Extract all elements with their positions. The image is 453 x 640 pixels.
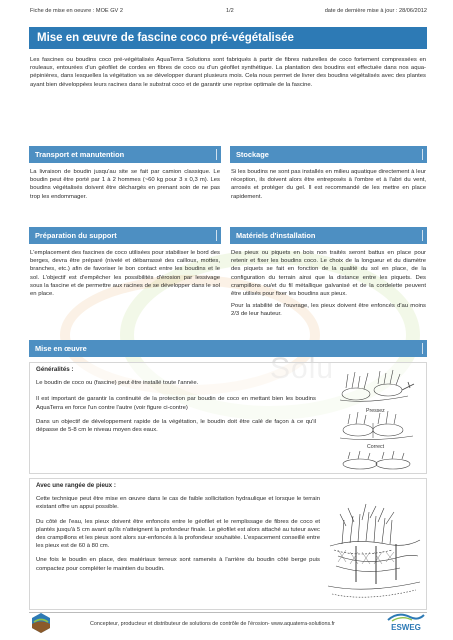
pieux-title: Avec une rangée de pieux : [36,482,116,489]
section-heading-label: Mise en œuvre [35,344,87,353]
pieux-paragraph-3: Une fois le boudin en place, des matériaux terreux sont ramenés à l'arrière du boudin côté berge puis compactez pour compléter le maintien du boudin. [36,557,320,572]
heading-tick [422,343,423,354]
section-heading-materiels [230,227,427,244]
transport-text: La livraison de boudin jusqu'au site se fait par camion classique. Le boudin peut être porté par 1 à 2 hommes (~60 kg pour 3 x 0,3 m). Les boudins végétalisés doivent être déchargés en prenant soin de ne pas trop les endommager. [30,169,220,200]
mise-text [36,366,316,438]
aquaterra-logo [30,611,52,635]
figure-sketch-bottom [343,451,410,469]
footer-text: Concepteur, producteur et distributeur de solutions de contrôle de l'érosion- www.aquaterra-solutions.fr [90,621,335,627]
heading-tick [422,149,423,160]
intro-paragraph: Les fascines ou boudins coco pré-végétalisés AquaTerra Solutions sont fabriqués à partir de fibres naturelles de coco fortement compressées en rouleaux, entourées d'un géofilet de cordes en fibres de coco ou d'un géofilet synthétique. La plantation des boudins est effectuée dans nos aqua-pépinières, dans lesquelles la végétation va se développer durant plusieurs mois. Cela nous permet de livrer des boudins végétalisés avec des plantes ayant bien développées leurs racines dans le substrat coco et de garantir une reprise optimale de la fascine. [30,57,426,88]
materiels-text [231,249,426,323]
mise-paragraph-3: Dans un objectif de développement rapide de la végétation, le boudin doit être calé de façon à ce qu'il dépasse de 5-8 cm le niveau moyen des eaux. [36,418,316,434]
header-page-number: 1/2 [226,8,234,14]
pieux-paragraph-1: Cette technique peut être mise en œuvre dans le cas de faible sollicitation hydraulique et lorsque le terrain existant offre un appui possible. [36,496,320,511]
header-date: date de dernière mise à jour : 28/06/2012 [324,8,427,14]
mise-paragraph-2: Il est important de garantir la continuité de la protection par boudin de coco en mettant bien les boudins AquaTerra en force l'un contre l'autre (voir figure ci-contre) [36,396,316,411]
pieux-paragraph-2: Du côté de l'eau, les pieux doivent être enfoncés entre le géofilet et le remplissage de fibres de coco et plantés jusqu'à 5 cm avant qu'ils n'atteignent la profondeur finale. Le géofilet est alors attaché au tuteur avec des crampillons et les pieux sont alors sur-enfoncés à la profondeur souhaitée. L'espacement conseillé entre les pieux est de 60 à 80 cm. [36,518,320,550]
section-heading-preparation [29,227,221,244]
generalites-text: Le boudin de coco ou (fascine) peut être installé toute l'année. [36,380,199,387]
pieux-text [36,482,320,577]
preparation-text: L'emplacement des fascines de coco utilisées pour stabiliser le bord des berges, devra être préparé (nivelé et débarrassé des cailloux, mottes, branches, etc.) afin de favoriser le bon contact entre les boudins et le sol. L'objectif est d'empêcher les possibilités d'érosion par lessivage sous la fascine et de permettre aux racines de se développer dans le sol en place. [30,250,220,298]
section-heading-label: Préparation du support [35,231,117,240]
section-heading-transport [29,146,221,163]
section-heading-label: Matériels d'installation [236,231,316,240]
heading-tick [422,230,423,241]
page-title: Mise en œuvre de fascine coco pré-végétalisée [29,27,427,49]
heading-tick [216,149,217,160]
materiels-paragraph-2: Pour la stabilité de l'ouvrage, les pieux doivent être enfoncés d'au moins 2/3 de leur hauteur. [231,303,426,318]
generalites-title: Généralités : [36,366,74,373]
heading-tick [216,230,217,241]
esweg-logo-text: ESWEG [391,623,421,632]
header-left: Fiche de mise en oeuvre : MOE GV 2 [30,8,123,14]
pieux-illustration [326,486,422,606]
materiels-paragraph-1: Des pieux ou piquets en bois non traités seront battus en place pour retenir et fixer les boudins coco. Le choix de la longueur et du diamètre des piquets se fait en fonction de la qualité du sol en place, de la configuration du terrain ainsi que la distance entre les piquets. Des crampillons ou/et du fil métallique galvanisé et de la cordelette peuvent être utilisés pour fixer les boudins aux pieux. [231,250,426,298]
section-heading-label: Transport et manutention [35,150,125,159]
figure-label-pressez: Pressez [366,408,385,414]
section-heading-label: Stockage [236,150,269,159]
esweg-logo [384,611,428,637]
boudin-placement-figure [338,368,420,472]
figure-sketch-top [340,370,414,401]
stockage-text: Si les boudins ne sont pas installés en milieu aquatique directement à leur réception, ils doivent alors être entreposés à l'ombre et à l'abri du vent, arrosés et protéger du gel. Il est recommandé de les mettre en place rapidement. [231,169,426,200]
page-header [30,8,427,18]
section-heading-mise [29,340,427,357]
footer-divider [29,612,427,613]
figure-label-correct: Correct [367,444,385,450]
section-heading-stockage [230,146,427,163]
figure-sketch-middle [340,411,413,440]
